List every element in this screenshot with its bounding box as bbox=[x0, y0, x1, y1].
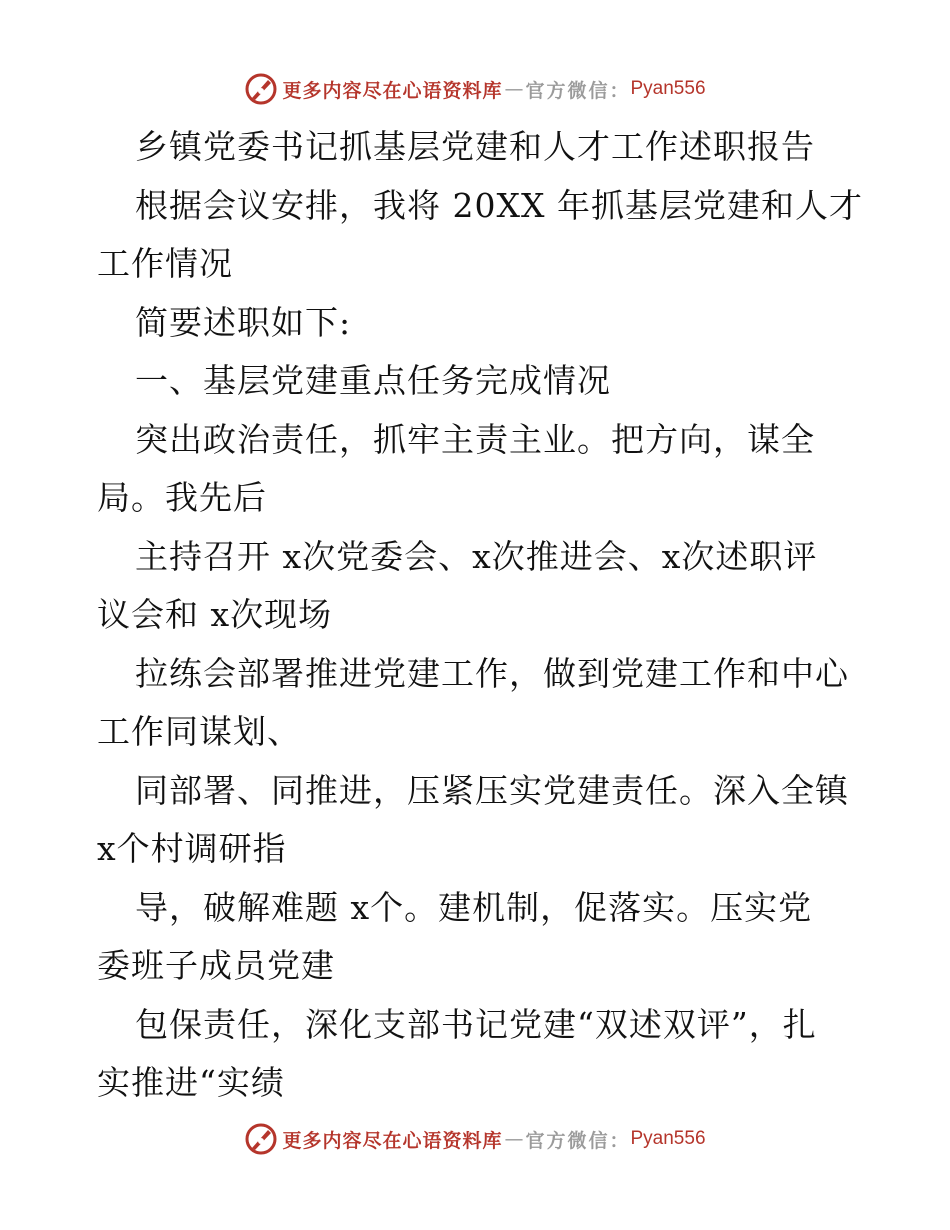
quill-seal-icon bbox=[244, 1122, 278, 1156]
paragraph-line: 工作同谋划、 bbox=[97, 712, 301, 751]
paragraph-line: x个村调研指 bbox=[97, 829, 287, 868]
watermark-separator: — bbox=[504, 1128, 524, 1150]
watermark-separator: — bbox=[504, 78, 524, 100]
section-heading: 一、基层党建重点任务完成情况 bbox=[135, 361, 611, 400]
paragraph-line: 突出政治责任，抓牢主责主业。把方向，谋全 bbox=[135, 419, 815, 459]
paragraph-line: 工作情况 bbox=[97, 244, 233, 283]
paragraph-line: 根据会议安排，我将 20XX 年抓基层党建和人才 bbox=[135, 185, 863, 225]
watermark-wechat-id: Pyan556 bbox=[630, 78, 706, 99]
watermark-wechat-id: Pyan556 bbox=[630, 1128, 706, 1149]
paragraph-line: 包保责任，深化支部书记党建“双述双评”，扎 bbox=[135, 1004, 817, 1044]
paragraph-line: 导，破解难题 x个。建机制，促落实。压实党 bbox=[135, 887, 813, 927]
document-body bbox=[97, 118, 863, 1113]
paragraph-line: 同部署、同推进，压紧压实党建责任。深入全镇 bbox=[135, 770, 849, 810]
header-watermark bbox=[0, 72, 950, 106]
paragraph-line: 主持召开 x次党委会、x次推进会、x次述职评 bbox=[135, 536, 818, 576]
document-title: 乡镇党委书记抓基层党建和人才工作述职报告 bbox=[135, 127, 815, 166]
paragraph-line: 实推进“实绩 bbox=[97, 1063, 285, 1102]
paragraph-line: 拉练会部署推进党建工作，做到党建工作和中心 bbox=[135, 653, 849, 693]
paragraph-line: 委班子成员党建 bbox=[97, 946, 335, 985]
watermark-wechat-label: 官方微信： bbox=[525, 79, 631, 102]
paragraph-line: 局。我先后 bbox=[97, 478, 267, 517]
watermark-brand: 更多内容尽在心语资料库 bbox=[282, 1129, 503, 1152]
watermark-wechat-label: 官方微信： bbox=[525, 1129, 631, 1152]
paragraph-line: 议会和 x次现场 bbox=[97, 595, 333, 634]
watermark-brand: 更多内容尽在心语资料库 bbox=[282, 79, 503, 102]
paragraph-line: 简要述职如下: bbox=[135, 302, 352, 342]
footer-watermark bbox=[0, 1122, 950, 1156]
quill-seal-icon bbox=[244, 72, 278, 106]
